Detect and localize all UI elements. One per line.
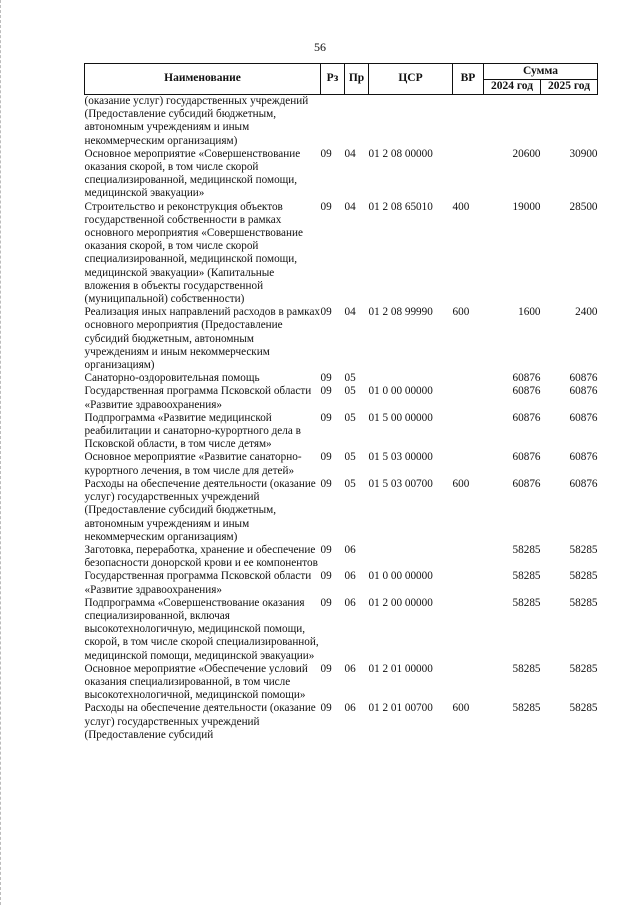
cell-csr (369, 544, 453, 570)
table-row (85, 385, 598, 411)
cell-csr (369, 372, 453, 385)
cell-2024: 58285 (512, 596, 541, 609)
cell-pr: 04 (344, 147, 356, 160)
cell-name: Основное мероприятие «Совершенствование оказания скорой, в том числе скорой специализированной, медицинской помощи, медицинской эвакуации» (84, 147, 301, 200)
cell-csr: 01 2 01 00000 (368, 662, 433, 675)
header-rz: Рз (321, 64, 345, 95)
cell-csr: 01 2 08 00000 (368, 147, 433, 160)
table-row (85, 663, 598, 703)
cell-name: Расходы на обеспечение деятельности (оказание услуг) государственных учреждений (Предоставление субсидий (84, 702, 316, 741)
cell-2025: 60876 (569, 451, 598, 464)
header-name: Наименование (85, 64, 321, 95)
cell-vr (453, 663, 484, 703)
cell-vr: 400 (452, 200, 470, 213)
cell-2024: 60876 (512, 385, 541, 398)
cell-name: Государственная программа Псковской области «Развитие здравоохранения» (84, 570, 312, 596)
cell-2024: 58285 (512, 543, 541, 556)
cell-csr (369, 95, 453, 148)
header-year-2024: 2024 год (484, 80, 541, 95)
header-year-2025: 2025 год (541, 80, 598, 95)
cell-2024: 58285 (512, 702, 541, 715)
cell-2025: 2400 (575, 306, 598, 319)
cell-2024: 58285 (512, 662, 541, 675)
table-header (85, 64, 598, 95)
table-row (85, 597, 598, 663)
cell-name: Расходы на обеспечение деятельности (оказание услуг) государственных учреждений (Предоставление субсидий бюджетным, автономным учреждениям и иным некоммерческим организациям) (84, 477, 316, 543)
header-csr: ЦСР (369, 64, 453, 95)
cell-2024 (484, 95, 541, 148)
scan-edge (0, 0, 4, 905)
cell-2024: 58285 (512, 570, 541, 583)
cell-name: Строительство и реконструкция объектов государственной собственности в рамках основного мероприятия «Совершенствование оказания скорой, в том числе скорой специализированной, медицинской помощи, медицинской эвакуации» (Капитальные вложения в объекты государственной (муниципальной) собственности) (84, 200, 303, 306)
cell-pr: 05 (344, 477, 356, 490)
cell-vr: 600 (452, 702, 470, 715)
cell-pr (345, 95, 369, 148)
cell-csr: 01 5 03 00700 (368, 477, 433, 490)
cell-vr (453, 544, 484, 570)
cell-csr: 01 2 01 00700 (368, 702, 433, 715)
cell-rz: 09 (320, 543, 332, 556)
cell-vr (453, 451, 484, 477)
cell-rz (321, 95, 345, 148)
cell-2025: 60876 (569, 385, 598, 398)
cell-name: Санаторно-оздоровительная помощь (84, 372, 260, 385)
cell-pr: 05 (344, 411, 356, 424)
cell-2024: 60876 (512, 451, 541, 464)
cell-csr: 01 0 00 00000 (368, 385, 433, 398)
table-row (85, 372, 598, 385)
cell-2024: 60876 (512, 372, 541, 385)
cell-name: Заготовка, переработка, хранение и обеспечение безопасности донорской крови и ее компонентов (84, 543, 318, 570)
header-vr: ВР (453, 64, 484, 95)
cell-2024: 20600 (512, 147, 541, 160)
cell-rz: 09 (320, 477, 332, 490)
cell-pr: 06 (344, 662, 356, 675)
cell-vr (453, 148, 484, 201)
cell-vr (453, 385, 484, 411)
cell-rz: 09 (320, 200, 332, 213)
table-body (85, 95, 598, 742)
table-row (85, 412, 598, 452)
cell-pr: 06 (344, 596, 356, 609)
cell-2025: 58285 (569, 570, 598, 583)
cell-rz: 09 (320, 596, 332, 609)
cell-csr: 01 2 00 00000 (368, 596, 433, 609)
cell-rz: 09 (320, 411, 332, 424)
cell-name: Реализация иных направлений расходов в рамках основного мероприятия (Предоставление субсидий бюджетным, автономным учреждениям и иным некоммерческим организациям) (84, 306, 321, 372)
cell-csr: 01 0 00 00000 (368, 570, 433, 583)
cell-rz: 09 (320, 385, 332, 398)
cell-name: Подпрограмма «Развитие медицинской реабилитации и санаторно-курортного дела в Псковской области, в том числе детям» (84, 411, 301, 451)
cell-rz: 09 (320, 702, 332, 715)
table-row (85, 148, 598, 201)
cell-name: Основное мероприятие «Обеспечение условий оказания специализированной, в том числе высокотехнологичной, медицинской помощи» (84, 662, 308, 702)
cell-2025: 30900 (569, 147, 598, 160)
cell-vr (453, 570, 484, 596)
cell-name: Подпрограмма «Совершенствование оказания специализированной, включая высокотехнологичную, медицинской помощи, скорой, в том числе скорой специализированной, медицинской помощи, медицинской эвакуации» (84, 596, 319, 662)
cell-rz: 09 (320, 306, 332, 319)
cell-vr (453, 372, 484, 385)
cell-pr: 04 (344, 306, 356, 319)
cell-2025: 58285 (569, 596, 598, 609)
cell-2025: 60876 (569, 411, 598, 424)
cell-2025: 58285 (569, 702, 598, 715)
cell-pr: 04 (344, 200, 356, 213)
cell-2025: 58285 (569, 543, 598, 556)
table-row (85, 478, 598, 544)
header-sum: Сумма (484, 64, 598, 80)
cell-csr: 01 2 08 99990 (368, 306, 433, 319)
cell-pr: 06 (344, 570, 356, 583)
cell-name: (оказание услуг) государственных учреждений (Предоставление субсидий бюджетным, автономным учреждениям и иным некоммерческим организациям) (84, 95, 309, 147)
cell-csr: 01 2 08 65010 (368, 200, 433, 213)
cell-name: Основное мероприятие «Развитие санаторно-курортного лечения, в том числе для детей» (84, 451, 302, 477)
cell-vr: 600 (452, 477, 470, 490)
cell-pr: 05 (344, 385, 356, 398)
cell-2024: 19000 (512, 200, 541, 213)
table-row (85, 306, 598, 372)
cell-vr: 600 (452, 306, 470, 319)
cell-vr (453, 95, 484, 148)
cell-2025: 60876 (569, 372, 598, 385)
cell-2024: 1600 (518, 306, 541, 319)
cell-2024: 60876 (512, 411, 541, 424)
header-pr: Пр (345, 64, 369, 95)
table-row (85, 570, 598, 596)
table-row (85, 451, 598, 477)
cell-pr: 06 (344, 543, 356, 556)
cell-rz: 09 (320, 372, 332, 385)
cell-pr: 05 (344, 451, 356, 464)
cell-2025: 60876 (569, 477, 598, 490)
cell-rz: 09 (320, 662, 332, 675)
cell-csr: 01 5 03 00000 (368, 451, 433, 464)
cell-name: Государственная программа Псковской области «Развитие здравоохранения» (84, 385, 312, 411)
cell-csr: 01 5 00 00000 (368, 411, 433, 424)
cell-pr: 06 (344, 702, 356, 715)
table-row (85, 702, 598, 742)
table-row (85, 201, 598, 307)
table-row (85, 544, 598, 570)
cell-vr (453, 412, 484, 452)
cell-rz: 09 (320, 147, 332, 160)
cell-pr: 05 (344, 372, 356, 385)
table-row (85, 95, 598, 148)
cell-2024: 60876 (512, 477, 541, 490)
cell-2025 (541, 95, 598, 148)
budget-table (84, 63, 598, 742)
cell-rz: 09 (320, 451, 332, 464)
page-number: 56 (314, 40, 326, 54)
cell-rz: 09 (320, 570, 332, 583)
cell-vr (453, 597, 484, 663)
cell-2025: 28500 (569, 200, 598, 213)
cell-2025: 58285 (569, 662, 598, 675)
